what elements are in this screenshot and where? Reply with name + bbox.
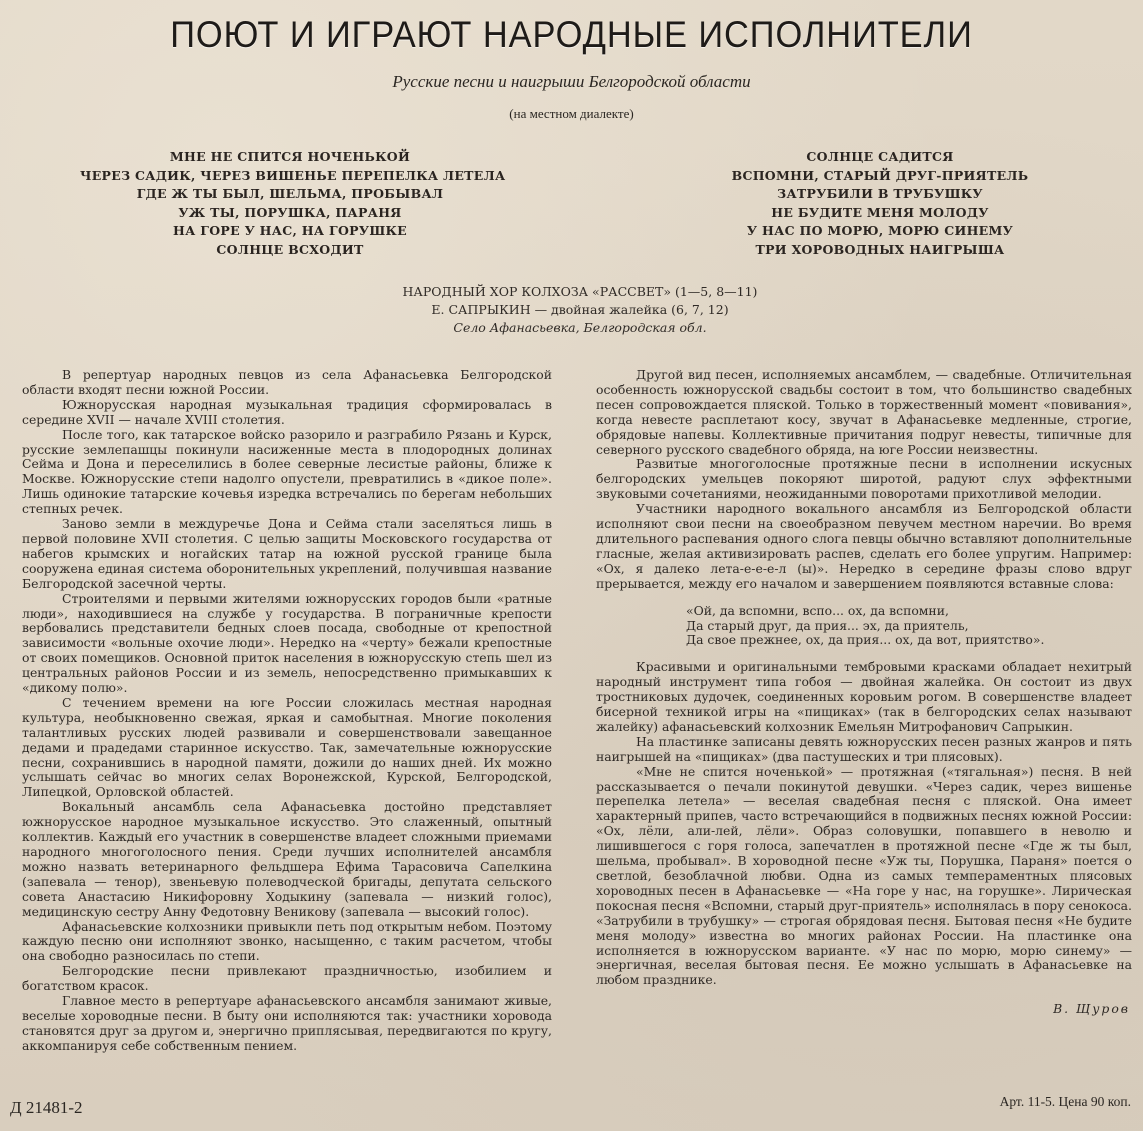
track-title: ТРИ ХОРОВОДНЫХ НАИГРЫША [755,241,1005,257]
track-title: НА ГОРЕ У НАС, НА ГОРУШКЕ [173,223,407,239]
article-paragraph: Афанасьевские колхозники привыкли петь под открытым небом. Поэтому каждую песню они исполняют звонко, насыщенно, с таким расчетом, чтобы она свободно разносилась по степи. [22,918,552,964]
tracklist-side-2 [700,148,1060,260]
track-title: СОЛНЦЕ САДИТСЯ [806,149,954,164]
album-title: ПОЮТ И ИГРАЮТ НАРОДНЫЕ ИСПОЛНИТЕЛИ [170,14,973,55]
tracklist-side-1 [80,148,506,260]
quote-line: Да старый друг, да прия... эх, да приятель, [686,617,969,633]
article-paragraph: Другой вид песен, исполняемых ансамблем, — свадебные. Отличительная особенность южнорусской свадьбы состоит в том, что большинство свадебных песен сопровождается пляской. Только в торжественный момент «повивания», когда невесте расплетают косу, звучат в Афанасьевке медленные, строгие, обрядовые напевы. Коллективные причитания подруг невесты, типичные для северного русского свадебного обряда, на юге России неизвестны. [596,367,1132,457]
article-paragraph: С течением времени на юге России сложилась местная народная культура, необыкновенно свежая, яркая и самобытная. Многие поколения талантливых русских людей развивали и совершенствовали завещанное дедами и прадедами старинное искусство. Так, замечательные южнорусские песни, сохранившись в народной памяти, дожили до наших дней. Их можно услышать сейчас во многих селах Воронежской, Курской, Белгородской, Липецкой, Орловской областей. [22,694,552,800]
song-quote [686,604,1132,649]
soloist-credit: Е. САПРЫКИН — двойная жалейка (6, 7, 12) [431,302,729,317]
article-paragraph: После того, как татарское войско разорило и разграбило Рязань и Курск, русские землепашцы покинули насиженные места в плодородных долинах Сейма и Дона и переселились в более северные лесистые районы, ближе к Москве. Южнорусские степи надолго опустели, превратились в «дикое поле». Лишь одинокие татарские кочевья изредка встречались по берегам небольших степных речек. [22,426,552,517]
article-paragraph: Развитые многоголосные протяжные песни в исполнении искусных белгородских умельцев покоряют широтой, радуют слух эффектными звуковыми сочетаниями, неожиданными поворотами прихотливой мелодии. [596,456,1132,502]
track-title: У НАС ПО МОРЮ, МОРЮ СИНЕМУ [746,223,1014,239]
article-paragraph: Белгородские песни привлекают праздничностью, изобилием и богатством красок. [22,963,552,994]
article-column-right [596,368,1132,1017]
track-title: ЗАТРУБИЛИ В ТРУБУШКУ [777,186,983,202]
article-paragraph: В репертуар народных певцов из села Афанасьевка Белгородской области входят песни южной России. [22,367,552,397]
track-title: ЧЕРЕЗ САДИК, ЧЕРЕЗ ВИШЕНЬЕ ПЕРЕПЕЛКА ЛЕТЕЛА [80,167,506,183]
article-column-left [22,368,552,1054]
performer-credits [300,283,860,337]
author-signature: В. Щуров [1053,1001,1130,1017]
article-paragraph: Участники народного вокального ансамбля из Белгородской области исполняют свои песни на своеобразном певучем местном наречии. Во время длительного распевания одного слога певцы обычно вставляют дополнительные гласные, желая активизировать распев, сделать его более упругим. Например: «Ох, я далеко лета-е-е-е-л (ы)». Нередко в середине фразы слово вдруг прерывается, между его началом и завершением появляются вставные слова: [596,501,1132,591]
article-paragraph: На пластинке записаны девять южнорусских песен разных жанров и пять наигрышей на «пищиках» (два пастушеских и три плясовых). [596,733,1132,764]
price-label: Арт. 11-5. Цена 90 коп. [999,1094,1131,1109]
article-paragraph: Красивыми и оригинальными тембровыми красками обладает нехитрый народный инструмент типа гобоя — двойная жалейка. Он состоит из двух тростниковых дудочек, соединенных коровьим рогом. В совершенстве владеет бисерной техникой игры на «пищиках» (так в белгородских селах называют жалейку) афанасьевский колхозник Емельян Митрофанович Сапрыкин. [596,659,1132,734]
quote-line: Да свое прежнее, ох, да прия... ох, да вот, приятство». [686,632,1045,648]
track-title: УЖ ТЫ, ПОРУШКА, ПАРАНЯ [178,204,402,220]
track-title: НЕ БУДИТЕ МЕНЯ МОЛОДУ [771,204,989,220]
article-paragraph: «Мне не спится ноченькой» — протяжная («тягальная») песня. В ней рассказывается о печали покинутой девушки. «Через садик, через вишенье перепелка летела» — веселая свадебная песня с пляской. Она имеет характерный припев, часто встречающийся в подвижных песнях южной России: «Ох, лёли, али-лей, лёли». Образ соловушки, попавшего в неволю и лишившегося с горя голоса, запечатлен в протяжной песне «Где ж ты был, шельма, пробывал». В хороводной песне «Уж ты, Порушка, Параня» поется о светлой, безоблачной любви. Одна из самых темпераментных плясовых хороводных песен в Афанасьевке — «На горе у нас, на горушке». Лирическая покосная песня «Вспомни, старый друг-приятель» исполнялась в пору сенокоса. «Затрубили в трубушку» — строгая обрядовая песня. Бытовая песня «Не будите меня молоду» известна во многих районах России. На пластинке она исполняется в южнорусском варианте. «У нас по морю, морю синему» — энергичная, веселая бытовая песня. Ее можно услышать в Афанасьевке на любом празднике. [596,763,1132,988]
track-title: ВСПОМНИ, СТАРЫЙ ДРУГ-ПРИЯТЕЛЬ [731,167,1029,183]
track-title: МНЕ НЕ СПИТСЯ НОЧЕНЬКОЙ [169,149,411,164]
article-paragraph: Строителями и первыми жителями южнорусских городов были «ратные люди», находившиеся на службе у государства. В пограничные крепости вербовались представители бедных слоев посада, свободные от крепостной зависимости «вольные охочие люди». Нередко на «черту» бежали крепостные от своих помещиков. Основной приток населения в южнорусскую степь шел из центральных районов России и из земель, непосредственно примыкавших к «дикому полю». [22,590,552,696]
recording-place: Село Афанасьевка, Белгородская обл. [453,320,707,335]
album-subtitle: Русские песни и наигрыши Белгородской области [392,72,751,91]
article-paragraph: Заново земли в междуречье Дона и Сейма стали заселяться лишь в первой половине XVII столетия. С целью защиты Московского государства от набегов крымских и ногайских татар на южной русской границе была сооружена единая система оборонительных укреплений, получившая название Белгородской засечной черты. [22,516,552,591]
article-paragraph: Южнорусская народная музыкальная традиция сформировалась в середине XVII — начале XVIII столетия. [22,396,552,427]
dialect-note: (на местном диалекте) [509,106,634,121]
track-title: ГДЕ Ж ТЫ БЫЛ, ШЕЛЬМА, ПРОБЫВАЛ [136,186,444,202]
quote-line: «Ой, да вспомни, вспо... ох, да вспомни, [686,602,949,618]
choir-credit: НАРОДНЫЙ ХОР КОЛХОЗА «РАССВЕТ» (1—5, 8—11) [402,284,758,299]
article-paragraph: Главное место в репертуаре афанасьевского ансамбля занимают живые, веселые хороводные песни. В быту они исполняются так: участники хоровода становятся друг за другом и, энергично приплясывая, передвигаются по кругу, аккомпанируя себе собственным пением. [22,993,552,1053]
article-paragraph: Вокальный ансамбль села Афанасьевка достойно представляет южнорусское народное музыкальное искусство. Это слаженный, опытный коллектив. Каждый его участник в совершенстве владеет сложными приемами народного многоголосного пения. Среди лучших исполнителей ансамбля можно назвать ветеринарного фельдшера Ефима Тарасовича Сапелкина (запевала — тенор), звеньевую полеводческой бригады, депутата сельского совета Анастасию Никифоровну Ходыкину (запевала — низкий голос), медицинскую сестру Анну Федотовну Веникову (запевала — высокий голос). [22,799,552,919]
track-title: СОЛНЦЕ ВСХОДИТ [216,241,364,257]
catalog-number: Д 21481-2 [10,1098,83,1117]
